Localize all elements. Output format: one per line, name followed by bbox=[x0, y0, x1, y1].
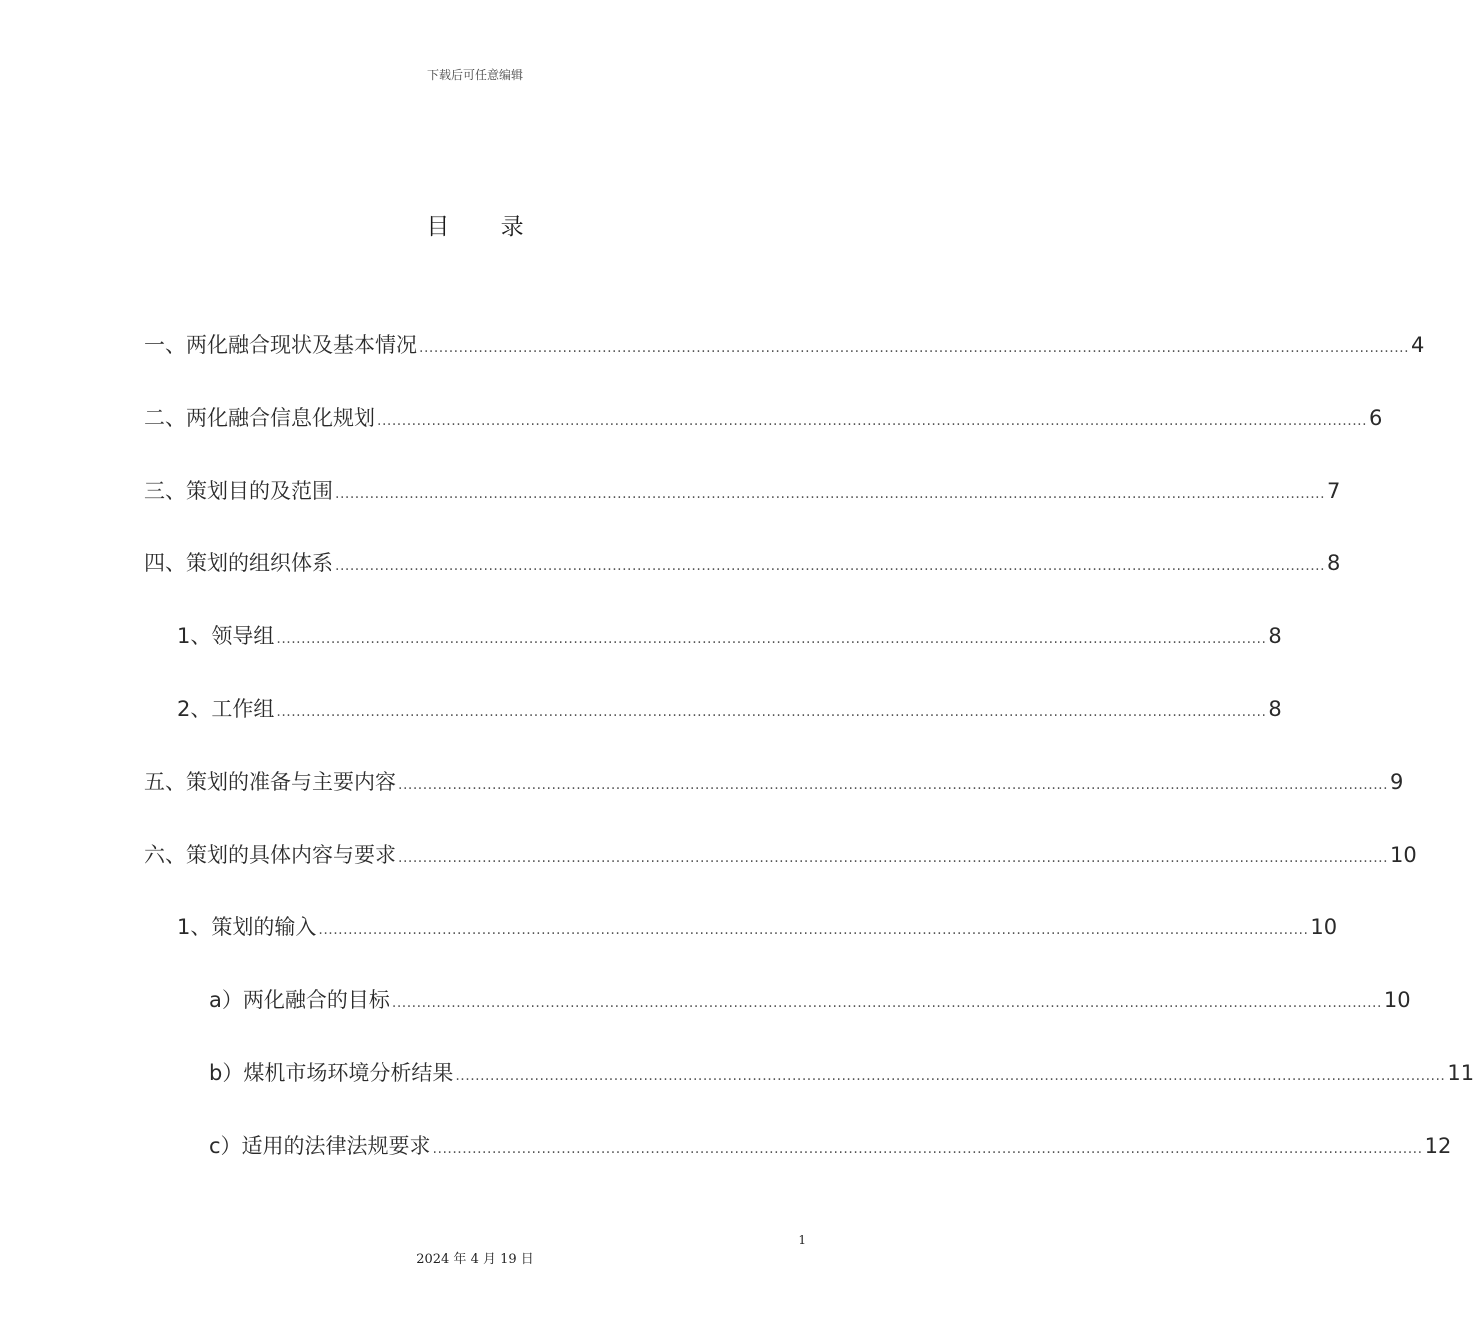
toc-entry-page: 7 bbox=[1327, 478, 1341, 503]
toc-entry[interactable] bbox=[144, 402, 1383, 475]
toc-entry-label: 二、两化融合信息化规划 bbox=[144, 405, 375, 430]
dot-leader: ........................................................................................................................................................................................................ bbox=[377, 412, 1368, 429]
toc-entry-page: 4 bbox=[1411, 333, 1425, 357]
toc-entry[interactable] bbox=[144, 984, 1411, 1057]
toc-entry-page: 8 bbox=[1268, 624, 1282, 649]
toc-entry-label: b）煤机市场环境分析结果 bbox=[209, 1060, 454, 1085]
toc-entry[interactable] bbox=[144, 839, 1417, 912]
dot-leader: ........................................................................................................................................................................................................ bbox=[318, 922, 1309, 939]
toc-entry-label: 2、工作组 bbox=[177, 696, 275, 721]
dot-leader: ........................................................................................................................................................................................................ bbox=[335, 558, 1326, 575]
toc-entry[interactable] bbox=[144, 693, 1282, 766]
toc-entry-page: 12 bbox=[1424, 1133, 1452, 1158]
toc-entry[interactable] bbox=[144, 911, 1338, 984]
page-number: 1 bbox=[798, 1233, 806, 1247]
dot-leader: ........................................................................................................................................................................................................ bbox=[455, 1067, 1446, 1084]
header-note: 下载后可任意编辑 bbox=[426, 68, 523, 82]
toc-entry-label: 六、策划的具体内容与要求 bbox=[144, 842, 396, 867]
dot-leader: ........................................................................................................................................................................................................ bbox=[419, 340, 1410, 356]
dot-leader: ........................................................................................................................................................................................................ bbox=[432, 1140, 1423, 1157]
toc-entry-label: 五、策划的准备与主要内容 bbox=[144, 769, 396, 794]
toc-entry-page: 10 bbox=[1310, 915, 1338, 940]
toc-entry-label: a）两化融合的目标 bbox=[209, 988, 390, 1013]
toc-entry-page: 11 bbox=[1447, 1060, 1474, 1085]
dot-leader: ........................................................................................................................................................................................................ bbox=[391, 995, 1382, 1012]
toc-entry[interactable] bbox=[144, 1130, 1452, 1203]
toc-entry-label: 三、策划目的及范围 bbox=[144, 478, 333, 503]
toc-entry[interactable] bbox=[144, 620, 1282, 693]
toc-entry[interactable] bbox=[144, 475, 1341, 548]
footer-date: 2024 年 4 月 19 日 bbox=[416, 1252, 534, 1267]
toc-entry-label: 1、策划的输入 bbox=[177, 915, 317, 940]
toc-entry-page: 9 bbox=[1390, 769, 1404, 794]
toc-title: 目 录 bbox=[426, 214, 546, 240]
toc-entry-label: c）适用的法律法规要求 bbox=[209, 1133, 431, 1158]
toc-entry-label: 一、两化融合现状及基本情况 bbox=[144, 333, 417, 357]
toc-entry-page: 8 bbox=[1268, 696, 1282, 721]
toc-entry[interactable] bbox=[144, 766, 1404, 839]
toc-entry[interactable] bbox=[144, 329, 1425, 402]
toc-entry-label: 四、策划的组织体系 bbox=[144, 551, 333, 576]
dot-leader: ........................................................................................................................................................................................................ bbox=[335, 485, 1326, 502]
table-of-contents bbox=[144, 329, 1474, 1203]
toc-entry-page: 8 bbox=[1327, 551, 1341, 576]
toc-entry[interactable] bbox=[144, 547, 1341, 620]
dot-leader: ........................................................................................................................................................................................................ bbox=[276, 703, 1267, 720]
toc-entry[interactable] bbox=[144, 1057, 1474, 1130]
toc-entry-page: 6 bbox=[1369, 405, 1383, 430]
toc-entry-page: 10 bbox=[1390, 842, 1417, 867]
dot-leader: ........................................................................................................................................................................................................ bbox=[276, 631, 1267, 648]
toc-entry-label: 1、领导组 bbox=[177, 624, 275, 649]
dot-leader: ........................................................................................................................................................................................................ bbox=[398, 849, 1389, 866]
dot-leader: ........................................................................................................................................................................................................ bbox=[398, 776, 1389, 793]
toc-entry-page: 10 bbox=[1383, 988, 1411, 1013]
